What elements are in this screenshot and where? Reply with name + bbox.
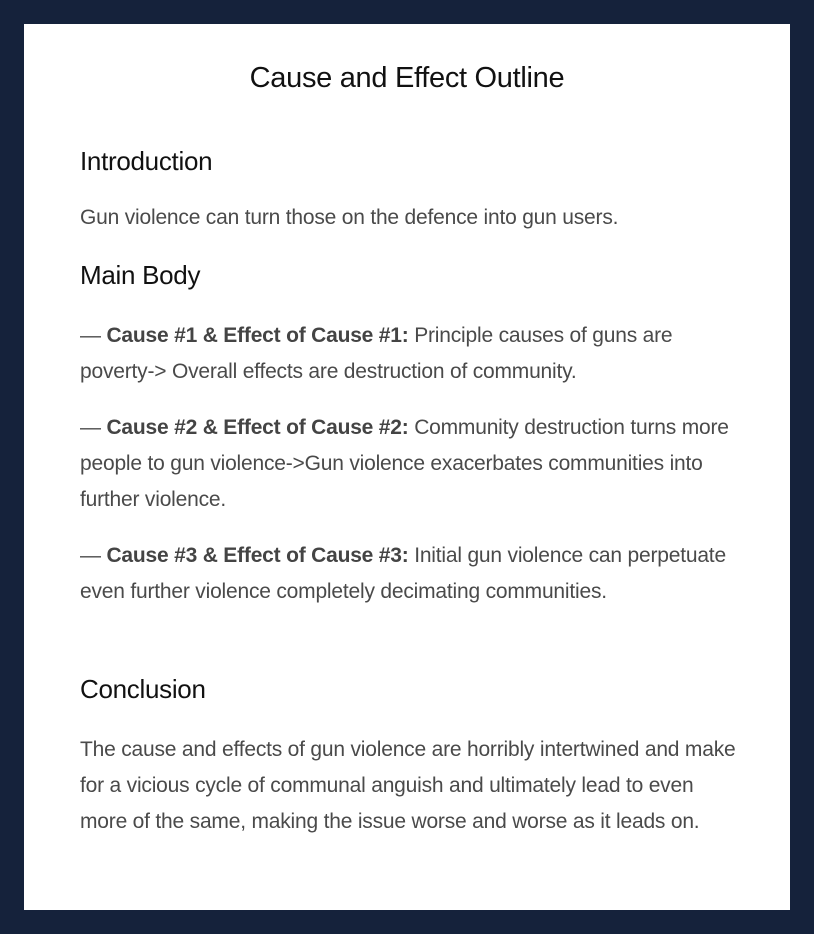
dash: — [80,416,107,439]
section-heading-introduction: Introduction [80,146,213,176]
cause-text: Principle causes of guns are poverty-> Overall effects are destruction of community. [80,324,673,383]
cause-item-1 [80,318,740,390]
section-heading-conclusion: Conclusion [80,674,206,704]
cause-text: Community destruction turns more people to gun violence->Gun violence exacerbates communities into further violence. [80,416,729,511]
conclusion-text: The cause and effects of gun violence are horribly intertwined and make for a vicious cycle of communal anguish and ultimately lead to even more of the same, making the issue worse and worse as it leads on. [80,738,736,833]
cause-item-3 [80,538,740,610]
dash: — [80,324,107,347]
cause-item-2 [80,410,740,518]
cause-label: Cause #3 & Effect of Cause #3: [106,544,409,567]
section-heading-main-body: Main Body [80,260,201,290]
cause-text: Initial gun violence can perpetuate even further violence completely decimating communities. [80,544,726,603]
document-card [24,24,790,910]
introduction-text: Gun violence can turn those on the defence into gun users. [80,206,619,229]
cause-label: Cause #2 & Effect of Cause #2: [106,416,409,439]
dash: — [80,544,107,567]
cause-label: Cause #1 & Effect of Cause #1: [106,324,409,347]
page-title: Cause and Effect Outline [249,62,565,94]
